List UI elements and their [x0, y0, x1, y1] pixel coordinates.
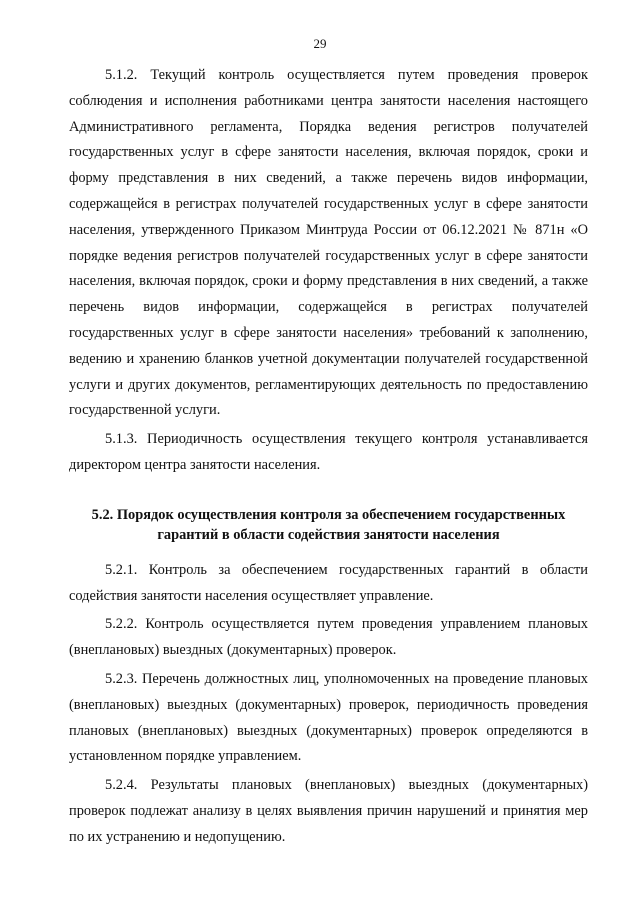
paragraph-5-2-1: 5.2.1. Контроль за обеспечением государственных гарантий в области содействия занятости населения осуществляет управление.	[69, 561, 588, 604]
paragraph-5-1-2: 5.1.2. Текущий контроль осуществляется путем проведения проверок соблюдения и исполнения работниками центра занятости населения настоящего Административного регламента, Порядка ведения регистров получателей государственных услуг в сфере занятости населения, включая порядок, сроки и форму представления в них сведений, а также перечень видов информации, содержащейся в регистрах получателей государственных услуг в сфере занятости населения, утвержденного Приказом Минтруда России от 06.12.2021 № 871н «О порядке ведения регистров получателей государственных услуг в сфере занятости населения, включая порядок, сроки и форму представления в них сведений, а также перечень видов информации, содержащейся в регистрах получателей государственных услуг в сфере занятости населения» требований к заполнению, ведению и хранению бланков учетной документации получателей государственной услуги и других документов, регламентирующих деятельность по предоставлению государственной услуги.	[69, 67, 588, 419]
section-heading-line-1: 5.2. Порядок осуществления контроля за обеспечением государственных	[91, 506, 566, 523]
paragraph-5-2-2: 5.2.2. Контроль осуществляется путем проведения управлением плановых (внеплановых) выездных (документарных) проверок.	[69, 616, 588, 659]
paragraph-5-1-3: 5.1.3. Периодичность осуществления текущего контроля устанавливается директором центра занятости населения.	[69, 431, 588, 473]
paragraph-5-2-3: 5.2.3. Перечень должностных лиц, уполномоченных на проведение плановых (внеплановых) выездных (документарных) проверок, периодичность проведения плановых (внеплановых) выездных (документарных) проверок определяются в установленном порядке управлением.	[69, 670, 588, 765]
page-number: 29	[313, 36, 327, 51]
section-heading-line-2: гарантий в области содействия занятости населения	[157, 527, 500, 544]
section-heading-5-2	[69, 505, 588, 546]
paragraph-5-2-4: 5.2.4. Результаты плановых (внеплановых) выездных (документарных) проверок подлежат анализу в целях выявления причин нарушений и принятия мер по их устранению и недопущению.	[69, 777, 588, 845]
document-body	[69, 63, 588, 851]
